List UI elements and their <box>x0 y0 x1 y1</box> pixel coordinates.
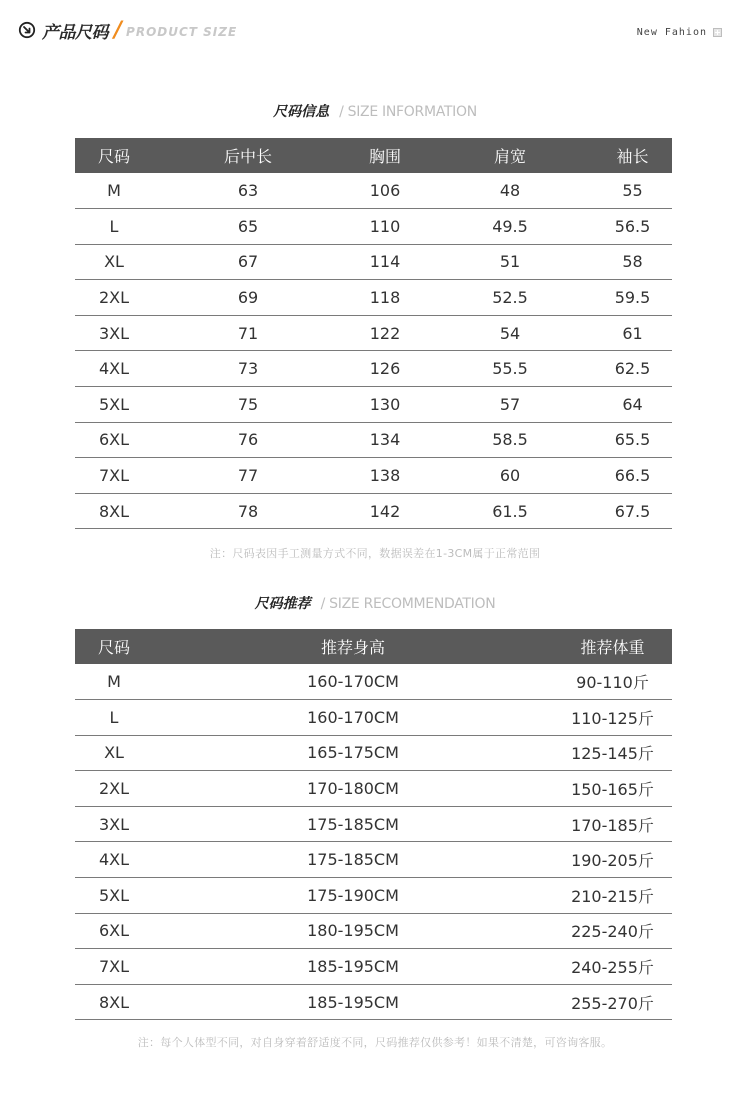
table-cell: XL <box>75 244 153 280</box>
column-header: 尺码 <box>75 138 153 173</box>
table-cell: 150-165斤 <box>553 771 672 807</box>
table-row <box>75 173 672 209</box>
table-cell: 65.5 <box>593 422 672 458</box>
table-row <box>75 209 672 245</box>
table-cell: 66.5 <box>593 458 672 494</box>
table-row <box>75 949 672 985</box>
table-cell: 5XL <box>75 878 153 914</box>
table-cell: XL <box>75 735 153 771</box>
table-cell: 8XL <box>75 984 153 1020</box>
table-cell: 106 <box>343 173 427 209</box>
table-cell: 48 <box>427 173 593 209</box>
table-header-row <box>75 629 672 664</box>
table-cell: 67 <box>153 244 343 280</box>
table-cell: 165-175CM <box>153 735 553 771</box>
table-cell: L <box>75 700 153 736</box>
table-cell: 2XL <box>75 771 153 807</box>
table-cell: 160-170CM <box>153 700 553 736</box>
table-cell: 55.5 <box>427 351 593 387</box>
table-cell: 76 <box>153 422 343 458</box>
table-cell: 240-255斤 <box>553 949 672 985</box>
table-cell: 160-170CM <box>153 664 553 700</box>
table-cell: 4XL <box>75 351 153 387</box>
table-cell: 65 <box>153 209 343 245</box>
table-row <box>75 351 672 387</box>
plus-box-icon <box>713 28 722 37</box>
table-cell: 55 <box>593 173 672 209</box>
size-info-title-cn: 尺码信息 <box>273 104 330 120</box>
table-cell: 73 <box>153 351 343 387</box>
table-row <box>75 735 672 771</box>
page-subtitle: PRODUCT SIZE <box>126 25 238 39</box>
table-cell: 77 <box>153 458 343 494</box>
table-row <box>75 387 672 423</box>
table-cell: 61.5 <box>427 493 593 529</box>
table-cell: L <box>75 209 153 245</box>
table-cell: 7XL <box>75 949 153 985</box>
table-cell: 90-110斤 <box>553 664 672 700</box>
table-cell: 114 <box>343 244 427 280</box>
table-cell: 110-125斤 <box>553 700 672 736</box>
table-row <box>75 493 672 529</box>
table-cell: 57 <box>427 387 593 423</box>
table-cell: 69 <box>153 280 343 316</box>
size-info-table <box>75 138 672 529</box>
size-info-note: 注：尺码表因手工测量方式不同，数据误差在1-3CM属于正常范围 <box>209 547 541 560</box>
table-row <box>75 458 672 494</box>
table-cell: 58.5 <box>427 422 593 458</box>
table-cell: 118 <box>343 280 427 316</box>
brand-tag <box>637 27 722 38</box>
table-cell: 60 <box>427 458 593 494</box>
table-header-row <box>75 138 672 173</box>
table-cell: 190-205斤 <box>553 842 672 878</box>
column-header: 推荐体重 <box>553 629 672 664</box>
table-row <box>75 664 672 700</box>
table-cell: 180-195CM <box>153 913 553 949</box>
table-cell: 71 <box>153 315 343 351</box>
table-row <box>75 422 672 458</box>
table-row <box>75 700 672 736</box>
table-cell: 175-185CM <box>153 842 553 878</box>
table-cell: 185-195CM <box>153 984 553 1020</box>
table-row <box>75 806 672 842</box>
size-info-title-en: / SIZE INFORMATION <box>339 104 477 120</box>
table-cell: 134 <box>343 422 427 458</box>
table-row <box>75 984 672 1020</box>
title-slash: / <box>114 17 123 43</box>
table-cell: 78 <box>153 493 343 529</box>
column-header: 袖长 <box>593 138 672 173</box>
table-cell: 49.5 <box>427 209 593 245</box>
table-row <box>75 878 672 914</box>
table-cell: 170-185斤 <box>553 806 672 842</box>
table-cell: 138 <box>343 458 427 494</box>
table-cell: 58 <box>593 244 672 280</box>
table-cell: 2XL <box>75 280 153 316</box>
table-cell: 210-215斤 <box>553 878 672 914</box>
table-cell: 54 <box>427 315 593 351</box>
column-header: 推荐身高 <box>153 629 553 664</box>
arrow-circle-icon <box>18 21 36 39</box>
table-cell: 3XL <box>75 315 153 351</box>
table-cell: 3XL <box>75 806 153 842</box>
size-rec-note: 注：每个人体型不同，对自身穿着舒适度不同，尺码推荐仅供参考！如果不清楚，可咨询客服。 <box>137 1036 613 1049</box>
size-rec-table <box>75 629 672 1020</box>
table-cell: 255-270斤 <box>553 984 672 1020</box>
table-cell: 61 <box>593 315 672 351</box>
table-cell: 52.5 <box>427 280 593 316</box>
table-cell: 7XL <box>75 458 153 494</box>
table-cell: 56.5 <box>593 209 672 245</box>
column-header: 肩宽 <box>427 138 593 173</box>
page-title: 产品尺码 <box>42 22 108 43</box>
table-cell: 5XL <box>75 387 153 423</box>
table-cell: M <box>75 173 153 209</box>
column-header: 胸围 <box>343 138 427 173</box>
table-cell: 142 <box>343 493 427 529</box>
table-cell: 6XL <box>75 913 153 949</box>
table-cell: 130 <box>343 387 427 423</box>
table-cell: 75 <box>153 387 343 423</box>
table-cell: M <box>75 664 153 700</box>
table-cell: 170-180CM <box>153 771 553 807</box>
table-row <box>75 771 672 807</box>
table-cell: 62.5 <box>593 351 672 387</box>
size-rec-title-cn: 尺码推荐 <box>254 596 311 612</box>
table-cell: 64 <box>593 387 672 423</box>
table-row <box>75 315 672 351</box>
column-header: 后中长 <box>153 138 343 173</box>
table-cell: 225-240斤 <box>553 913 672 949</box>
table-cell: 4XL <box>75 842 153 878</box>
table-cell: 8XL <box>75 493 153 529</box>
table-cell: 6XL <box>75 422 153 458</box>
brand-text: New Fahion <box>636 27 707 38</box>
table-row <box>75 913 672 949</box>
table-row <box>75 280 672 316</box>
column-header: 尺码 <box>75 629 153 664</box>
table-cell: 110 <box>343 209 427 245</box>
size-info-title <box>0 101 750 121</box>
size-rec-title-en: / SIZE RECOMMENDATION <box>320 596 496 612</box>
table-cell: 59.5 <box>593 280 672 316</box>
table-cell: 175-185CM <box>153 806 553 842</box>
table-cell: 122 <box>343 315 427 351</box>
table-cell: 51 <box>427 244 593 280</box>
page-header <box>18 16 237 44</box>
table-cell: 175-190CM <box>153 878 553 914</box>
size-rec-title <box>0 593 750 613</box>
table-row <box>75 842 672 878</box>
table-cell: 185-195CM <box>153 949 553 985</box>
table-cell: 125-145斤 <box>553 735 672 771</box>
table-cell: 63 <box>153 173 343 209</box>
table-cell: 126 <box>343 351 427 387</box>
table-cell: 67.5 <box>593 493 672 529</box>
table-row <box>75 244 672 280</box>
